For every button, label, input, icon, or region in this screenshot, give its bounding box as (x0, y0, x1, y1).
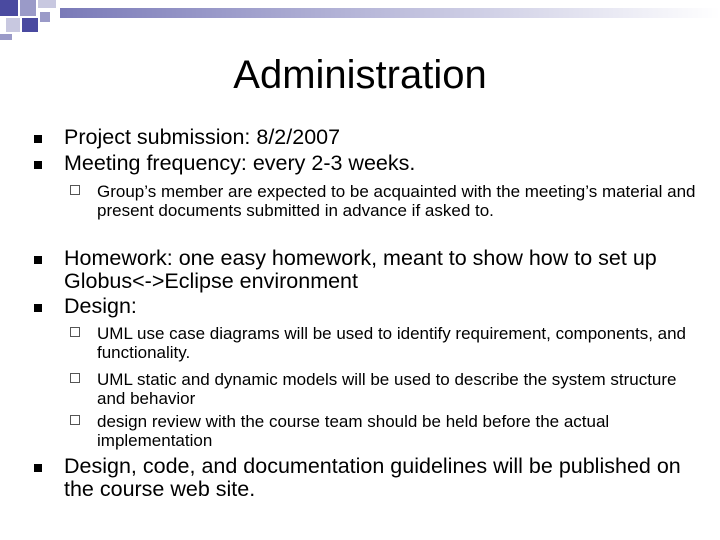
sub-bullet-uml-use-case: UML use case diagrams will be used to identify requirement, components, and functionality. (97, 324, 687, 362)
header-decoration (0, 0, 720, 40)
filled-square-icon (34, 304, 42, 312)
hollow-square-icon (70, 373, 80, 383)
filled-square-icon (34, 135, 42, 143)
hollow-square-icon (70, 415, 80, 425)
sub-bullet-group-members: Group’s member are expected to be acquainted with the meeting’s material and present documents submitted in advance if asked to. (97, 182, 696, 220)
hollow-square-icon (70, 327, 80, 337)
bullet-meeting-frequency: Meeting frequency: every 2-3 weeks. (64, 151, 416, 175)
filled-square-icon (34, 256, 42, 264)
bullet-design: Design: (64, 294, 137, 318)
sub-bullet-design-review: design review with the course team should be held before the actual implementation (97, 412, 610, 450)
sub-bullet-uml-static-dynamic: UML static and dynamic models will be used to describe the system structure and behavior (97, 370, 677, 408)
filled-square-icon (34, 161, 42, 169)
slide-title: Administration (233, 53, 487, 97)
bullet-homework: Homework: one easy homework, meant to show how to set up Globus<->Eclipse environment (64, 246, 657, 293)
filled-square-icon (34, 464, 42, 472)
hollow-square-icon (70, 185, 80, 195)
bullet-guidelines: Design, code, and documentation guidelines will be published on the course web site. (64, 454, 681, 501)
bullet-project-submission: Project submission: 8/2/2007 (64, 125, 341, 149)
